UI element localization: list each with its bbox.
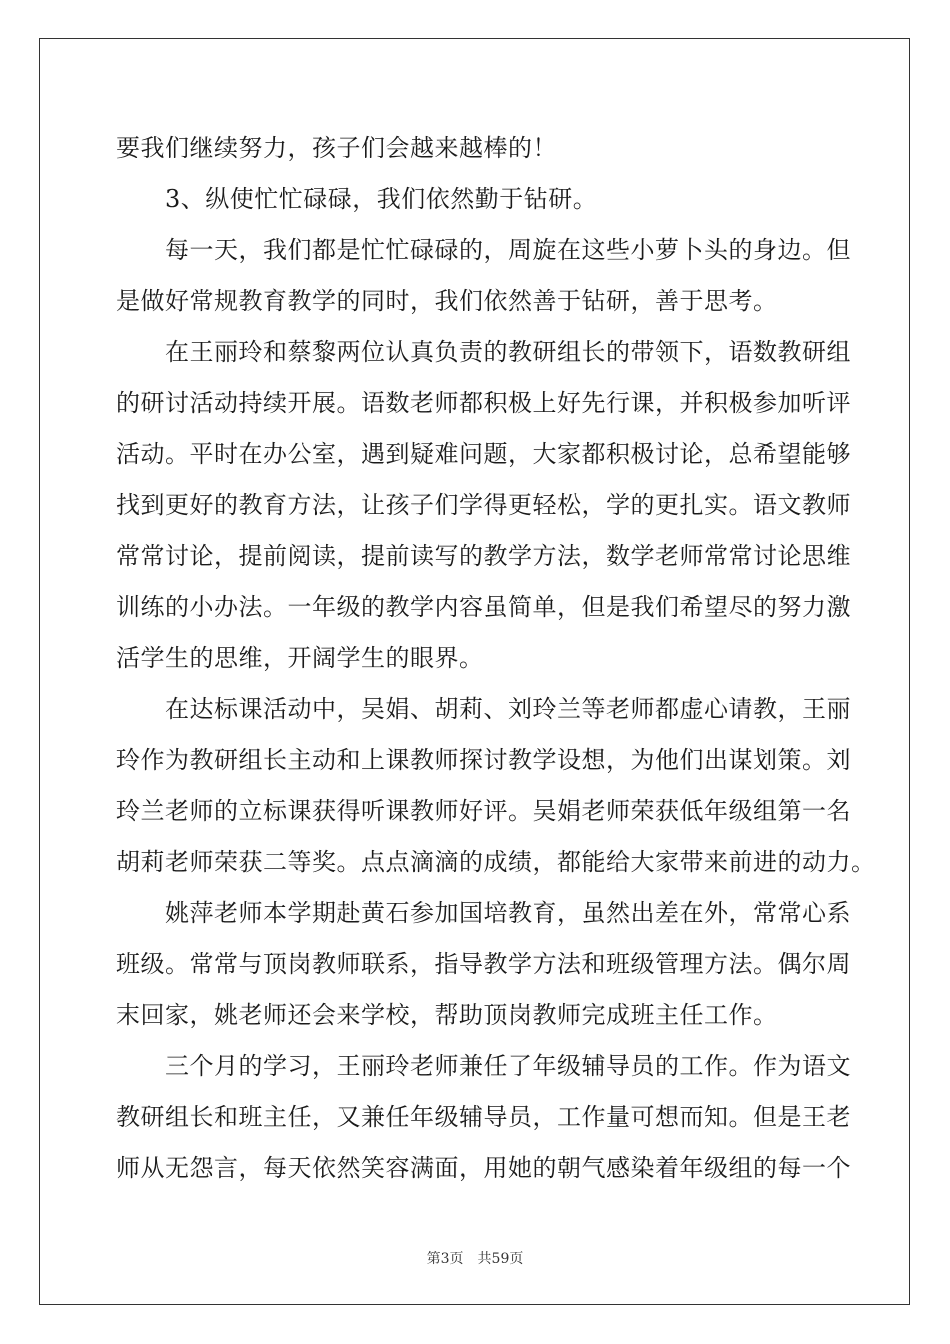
text-line: 在达标课活动中，吴娟、胡莉、刘玲兰等老师都虚心请教，王丽 xyxy=(165,695,851,723)
text-line: 找到更好的教育方法，让孩子们学得更轻松，学的更扎实。语文教师 xyxy=(116,491,851,519)
text-line: 要我们继续努力，孩子们会越来越棒的！ xyxy=(116,134,557,162)
page-number: 第3页 xyxy=(426,1251,464,1267)
text-line: 末回家，姚老师还会来学校，帮助顶岗教师完成班主任工作。 xyxy=(116,1001,778,1029)
text-line: 胡莉老师荣获二等奖。点点滴滴的成绩，都能给大家带来前进的动力。 xyxy=(116,848,876,876)
page-total: 共59页 xyxy=(477,1251,524,1267)
text-line: 师从无怨言，每天依然笑容满面，用她的朝气感染着年级组的每一个 xyxy=(116,1154,851,1182)
text-line: 玲兰老师的立标课获得听课教师好评。吴娟老师荣获低年级组第一名 xyxy=(116,797,851,825)
text-line: 在王丽玲和蔡黎两位认真负责的教研组长的带领下，语数教研组 xyxy=(165,338,851,366)
page-footer xyxy=(0,1248,950,1268)
text-line: 姚萍老师本学期赴黄石参加国培教育，虽然出差在外，常常心系 xyxy=(165,899,851,927)
text-line: 每一天，我们都是忙忙碌碌的，周旋在这些小萝卜头的身边。但 xyxy=(165,236,851,264)
text-line: 教研组长和班主任，又兼任年级辅导员，工作量可想而知。但是王老 xyxy=(116,1103,851,1131)
document-body xyxy=(116,127,876,1198)
text-line: 活学生的思维，开阔学生的眼界。 xyxy=(116,644,484,672)
text-line: 班级。常常与顶岗教师联系，指导教学方法和班级管理方法。偶尔周 xyxy=(116,950,851,978)
text-line: 三个月的学习，王丽玲老师兼任了年级辅导员的工作。作为语文 xyxy=(165,1052,851,1080)
text-line: 常常讨论，提前阅读，提前读写的教学方法，数学老师常常讨论思维 xyxy=(116,542,851,570)
text-line: 是做好常规教育教学的同时，我们依然善于钻研，善于思考。 xyxy=(116,287,778,315)
text-line: 玲作为教研组长主动和上课教师探讨教学设想，为他们出谋划策。刘 xyxy=(116,746,851,774)
text-line: 的研讨活动持续开展。语数老师都积极上好先行课，并积极参加听评 xyxy=(116,389,851,417)
text-line: 3、纵使忙忙碌碌，我们依然勤于钻研。 xyxy=(165,185,598,213)
text-line: 活动。平时在办公室，遇到疑难问题，大家都积极讨论，总希望能够 xyxy=(116,440,851,468)
text-line: 训练的小办法。一年级的教学内容虽简单，但是我们希望尽的努力激 xyxy=(116,593,851,621)
